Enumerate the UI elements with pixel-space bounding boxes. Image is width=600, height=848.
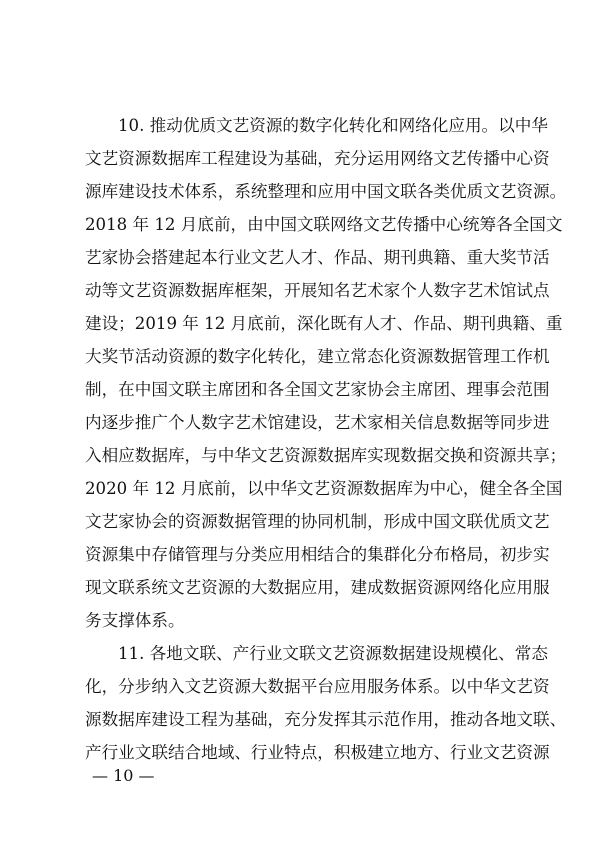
text-line: 10. 推动优质文艺资源的数字化转化和网络化应用。以中华 [118, 116, 548, 135]
text-line: 入相应数据库，与中华文艺资源数据库实现数据交换和资源共享； [85, 446, 567, 465]
text-line: 现文联系统文艺资源的大数据应用，建成数据资源网络化应用服 [85, 578, 550, 597]
text-line: 动等文艺资源数据库框架，开展知名艺术家个人数字艺术馆试点 [85, 281, 550, 300]
text-line: 务支撑体系。 [85, 611, 185, 630]
text-line: 文艺家协会的资源数据管理的协同机制，形成中国文联优质文艺 [85, 512, 550, 531]
text-line: 建设；2019 年 12 月底前，深化既有人才、作品、期刊典籍、重 [85, 314, 563, 333]
page-number: — 10 — [92, 766, 155, 785]
text-line: 化，分步纳入文艺资源大数据平台应用服务体系。以中华文艺资 [85, 677, 550, 696]
text-line: 资源集中存储管理与分类应用相结合的集群化分布格局，初步实 [85, 545, 550, 564]
text-line: 文艺资源数据库工程建设为基础，充分运用网络文艺传播中心资 [85, 149, 550, 168]
text-line: 2020 年 12 月底前，以中华文艺资源数据库为中心，健全各全国 [85, 479, 563, 498]
text-line: 2018 年 12 月底前，由中国文联网络文艺传播中心统筹各全国文 [85, 215, 563, 234]
text-line: 艺家协会搭建起本行业文艺人才、作品、期刊典籍、重大奖节活 [85, 248, 550, 267]
text-line: 源数据库建设工程为基础，充分发挥其示范作用，推动各地文联、 [85, 710, 567, 729]
text-line: 源库建设技术体系，系统整理和应用中国文联各类优质文艺资源。 [85, 182, 567, 201]
text-line: 制，在中国文联主席团和各全国文艺家协会主席团、理事会范围 [85, 380, 550, 399]
text-line: 内逐步推广个人数字艺术馆建设，艺术家相关信息数据等同步进 [85, 413, 550, 432]
text-line: 11. 各地文联、产行业文联文艺资源数据建设规模化、常态 [118, 644, 548, 663]
text-line: 产行业文联结合地域、行业特点，积极建立地方、行业文艺资源 [85, 743, 550, 762]
text-line: 大奖节活动资源的数字化转化，建立常态化资源数据管理工作机 [85, 347, 550, 366]
